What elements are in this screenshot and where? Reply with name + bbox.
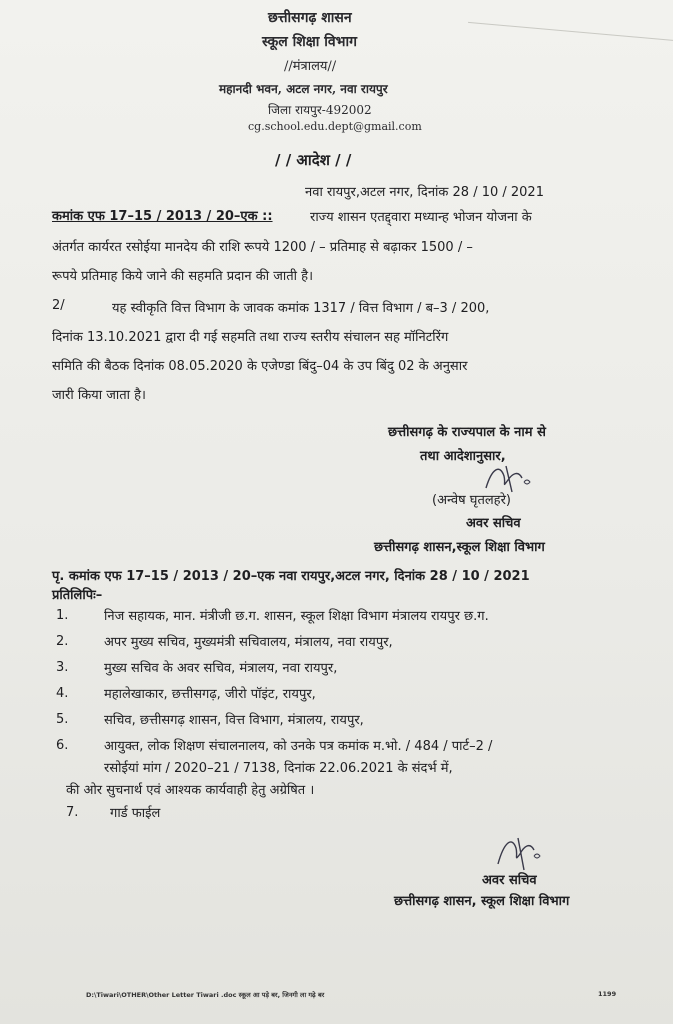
signature-2-image bbox=[488, 826, 546, 874]
copy-item-text: निज सहायक, मान. मंत्रीजी छ.ग. शासन, स्कूल शिक्षा विभाग मंत्रालय रायपुर छ.ग. bbox=[104, 609, 489, 624]
order-title: / / आदेश / / bbox=[275, 151, 352, 169]
letterhead-email: cg.school.edu.dept@gmail.com bbox=[248, 120, 422, 133]
sign1-line2: तथा आदेशानुसार, bbox=[420, 449, 506, 464]
sign1-name: (अन्वेष घृतलहरे) bbox=[432, 493, 511, 508]
copy-item-number: 2. bbox=[56, 634, 69, 649]
copy-to-label: प्रतिलिपिः– bbox=[52, 588, 103, 603]
para1-line2: अंतर्गत कार्यरत रसोईया मानदेय की राशि रूपये 1200 / – प्रतिमाह से बढ़ाकर 1500 / – bbox=[52, 240, 473, 255]
footer-file-path: D:\Tiwari\OTHER\Other Letter Tiwari .doc स्कूल आ पड़े बर, जिनगी ला गढ़े बर bbox=[86, 991, 325, 999]
copy-item-number: 1. bbox=[56, 608, 69, 623]
copy-item-text: आयुक्त, लोक शिक्षण संचालनालय, को उनके पत्र कमांक म.भो. / 484 / पार्ट–2 / bbox=[104, 739, 493, 754]
copy-item-text: सचिव, छत्तीसगढ़ शासन, वित्त विभाग, मंत्रालय, रायपुर, bbox=[104, 713, 364, 728]
para1-line3: रूपये प्रतिमाह किये जाने की सहमति प्रदान की जाती है। bbox=[52, 269, 313, 284]
letterhead-address: महानदी भवन, अटल नगर, नवा रायपुर bbox=[219, 82, 388, 96]
copy-item-7-number: 7. bbox=[66, 805, 79, 820]
order-number: कमांक एफ 17–15 / 2013 / 20–एक :: bbox=[52, 209, 273, 224]
para1-line1: राज्य शासन एतद्द्वारा मध्यान्ह भोजन योजना के bbox=[310, 210, 532, 225]
para2-line4: जारी किया जाता है। bbox=[52, 388, 146, 403]
copy-item-number: 6. bbox=[56, 738, 69, 753]
letterhead-govt: छत्तीसगढ़ शासन bbox=[268, 10, 352, 26]
footer-code: 1199 bbox=[598, 990, 617, 998]
sign2-designation: अवर सचिव bbox=[482, 873, 537, 888]
letterhead-district: जिला रायपुर-492002 bbox=[268, 103, 372, 117]
letterhead-department: स्कूल शिक्षा विभाग bbox=[262, 34, 358, 50]
copy-item-text: अपर मुख्य सचिव, मुख्यमंत्री सचिवालय, मंत्रालय, नवा रायपुर, bbox=[104, 635, 393, 650]
para2-number: 2/ bbox=[52, 298, 65, 313]
letterhead-ministry: //मंत्रालय// bbox=[284, 59, 337, 74]
copy-item-7-text: गार्ड फाईल bbox=[110, 806, 161, 821]
para2-line3: समिति की बैठक दिनांक 08.05.2020 के एजेण्डा बिंदु–04 के उप बिंदु 02 के अनुसार bbox=[52, 359, 468, 374]
copy-item-number: 3. bbox=[56, 660, 69, 675]
copy-item-text: महालेखाकार, छत्तीसगढ़, जीरो पॉइंट, रायपुर, bbox=[104, 687, 316, 702]
sign1-designation: अवर सचिव bbox=[466, 516, 521, 531]
sign1-department: छत्तीसगढ़ शासन,स्कूल शिक्षा विभाग bbox=[374, 540, 545, 555]
sign1-line1: छत्तीसगढ़ के राज्यपाल के नाम से bbox=[388, 425, 546, 440]
para2-line1: यह स्वीकृति वित्त विभाग के जावक कमांक 1317 / वित्त विभाग / ब–3 / 200, bbox=[112, 301, 490, 316]
para2-line2: दिनांक 13.10.2021 द्वारा दी गई सहमति तथा राज्य स्तरीय संचालन सह मॉनिटरिंग bbox=[52, 330, 449, 345]
copy-item-number: 5. bbox=[56, 712, 69, 727]
paper-fold bbox=[468, 0, 673, 41]
sign2-department: छत्तीसगढ़ शासन, स्कूल शिक्षा विभाग bbox=[394, 894, 570, 909]
place-date: नवा रायपुर,अटल नगर, दिनांक 28 / 10 / 2021 bbox=[305, 185, 544, 200]
copy-item-number: 4. bbox=[56, 686, 69, 701]
copy-item-6-continuation: रसोईयां मांग / 2020–21 / 7138, दिनांक 22.06.2021 के संदर्भ में, bbox=[104, 761, 453, 776]
copy-item-text: मुख्य सचिव के अवर सचिव, मंत्रालय, नवा रायपुर, bbox=[104, 661, 338, 676]
forward-note: की ओर सुचनार्थ एवं आश्यक कार्यवाही हेतु अग्रेषित । bbox=[66, 783, 315, 798]
endorsement-number: पृ. कमांक एफ 17–15 / 2013 / 20–एक नवा रायपुर,अटल नगर, दिनांक 28 / 10 / 2021 bbox=[52, 569, 530, 584]
